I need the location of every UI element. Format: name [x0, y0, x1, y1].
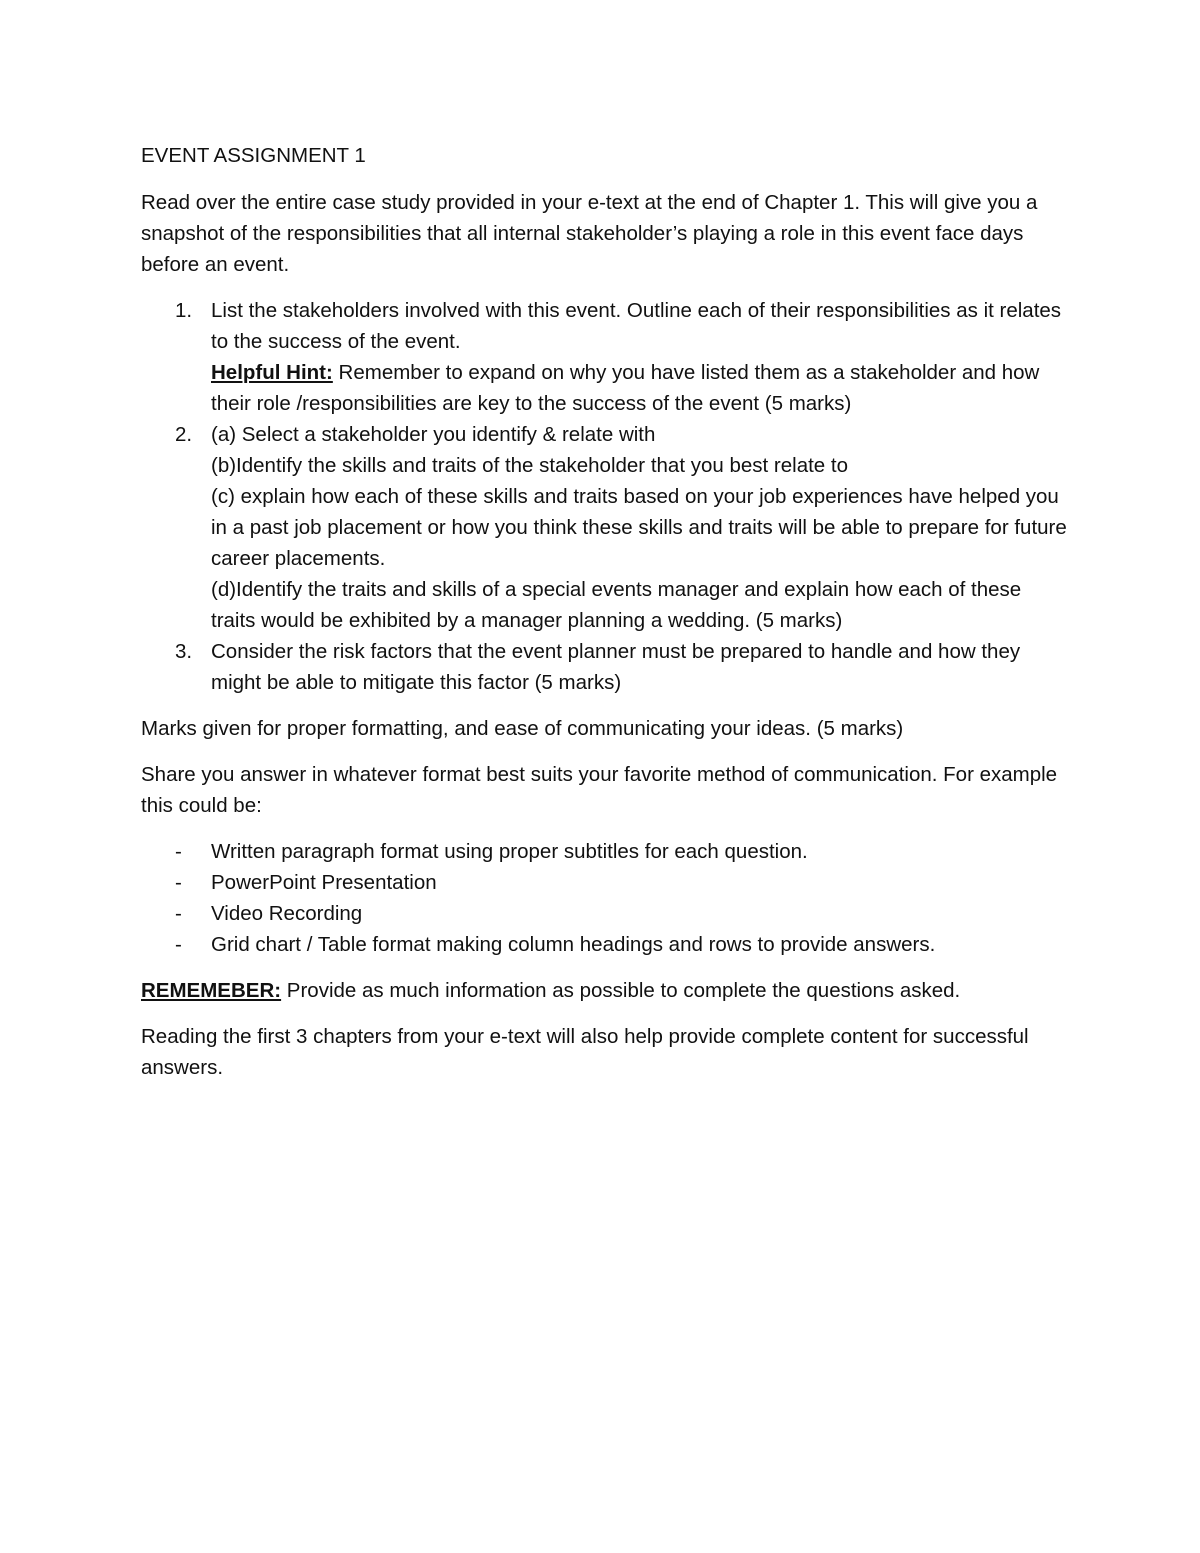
- document-title: EVENT ASSIGNMENT 1: [141, 144, 366, 167]
- format-item: [141, 867, 1071, 898]
- list-dash: -: [175, 933, 182, 956]
- question-text: Consider the risk factors that the event planner must be prepared to handle and how they might be able to mitigate this factor (5 marks): [211, 640, 1021, 694]
- list-dash: -: [175, 902, 182, 925]
- intro-paragraph: Read over the entire case study provided in your e-text at the end of Chapter 1. This will give you a snapshot of the responsibilities that all internal stakeholder’s playing a role in this event face days before an event.: [141, 191, 1038, 276]
- document-page: [141, 140, 1071, 1098]
- question-number: 2.: [175, 423, 193, 446]
- question-item-1: [141, 295, 1071, 419]
- list-dash: -: [175, 871, 182, 894]
- list-dash: -: [175, 840, 182, 863]
- question-part-b: (b)Identify the skills and traits of the stakeholder that you best relate to: [211, 454, 848, 477]
- format-item: [141, 929, 1071, 960]
- question-list: [141, 295, 1071, 698]
- remember-paragraph: [141, 975, 1071, 1006]
- question-item-2: [141, 419, 1071, 636]
- helpful-hint: [211, 357, 1071, 419]
- marks-note: Marks given for proper formatting, and ease of communicating your ideas. (5 marks): [141, 717, 904, 740]
- question-text: List the stakeholders involved with this event. Outline each of their responsibilities as it relates to the success of the event.: [211, 299, 1062, 353]
- format-item-text: Grid chart / Table format making column headings and rows to provide answers.: [211, 933, 936, 956]
- format-item: [141, 898, 1071, 929]
- closing-paragraph: Reading the first 3 chapters from your e-text will also help provide complete content for successful answers.: [141, 1025, 1029, 1079]
- remember-label: REMEMEBER:: [141, 979, 282, 1002]
- question-part-d: (d)Identify the traits and skills of a special events manager and explain how each of these traits would be exhibited by a manager planning a wedding. (5 marks): [211, 578, 1022, 632]
- format-item-text: Video Recording: [211, 902, 363, 925]
- format-item: [141, 836, 1071, 867]
- helpful-hint-text: Remember to expand on why you have listed them as a stakeholder and how their role /responsibilities are key to the success of the event (5 marks): [211, 361, 1040, 415]
- format-item-text: Written paragraph format using proper subtitles for each question.: [211, 840, 808, 863]
- format-list: [141, 836, 1071, 960]
- helpful-hint-label: Helpful Hint:: [211, 361, 333, 384]
- question-part-a: (a) Select a stakeholder you identify & relate with: [211, 423, 656, 446]
- question-number: 1.: [175, 299, 193, 322]
- question-part-c: (c) explain how each of these skills and traits based on your job experiences have helped you in a past job placement or how you think these skills and traits will be able to prepare for future career placements.: [211, 485, 1067, 570]
- question-item-3: [141, 636, 1071, 698]
- format-item-text: PowerPoint Presentation: [211, 871, 437, 894]
- share-paragraph: Share you answer in whatever format best suits your favorite method of communication. For example this could be:: [141, 763, 1058, 817]
- question-number: 3.: [175, 640, 193, 663]
- remember-text: Provide as much information as possible to complete the questions asked.: [281, 979, 961, 1002]
